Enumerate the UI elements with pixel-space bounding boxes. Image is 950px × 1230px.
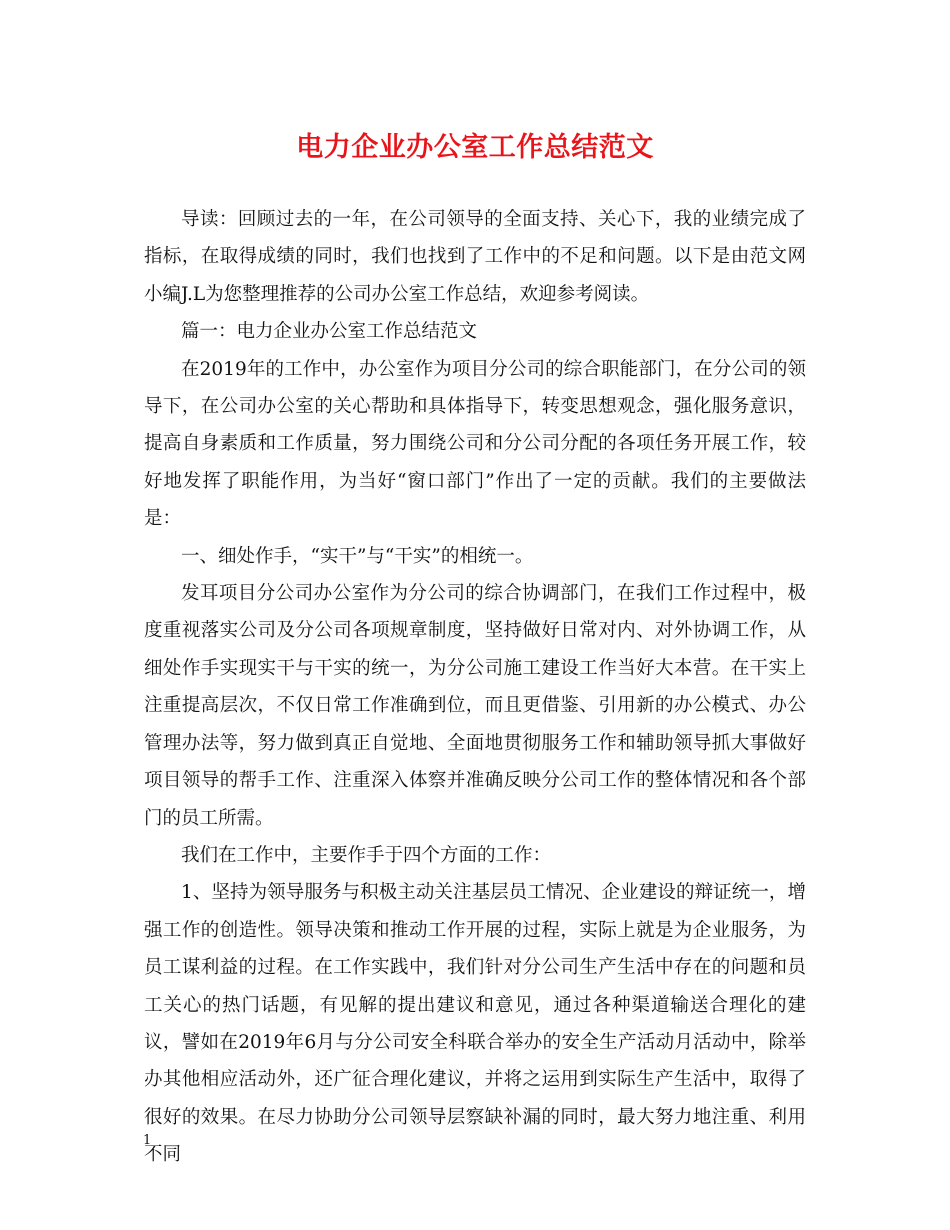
paragraph-four-aspects: 我们在工作中，主要作手于四个方面的工作： [181, 844, 552, 866]
document-body [144, 201, 806, 1174]
paragraph-overview: 在2019年的工作中，办公室作为项目分公司的综合职能部门，在分公司的领导下，在公司办公室的关心帮助和具体指导下，转变思想观念，强化服务意识，提高自身素质和工作质量，努力围绕公司和分公司分配的各项任务开展工作，较好地发挥了职能作用，为当好“窗口部门”作出了一定的贡献。我们的主要做法是： [144, 358, 806, 530]
paragraph-intro: 导读：回顾过去的一年，在公司领导的全面支持、关心下，我的业绩完成了指标，在取得成绩的同时，我们也找到了工作中的不足和问题。以下是由范文网小编J.L为您整理推荐的公司办公室工作总结，欢迎参考阅读。 [144, 209, 806, 305]
paragraph-point-one: 1、坚持为领导服务与积极主动关注基层员工情况、企业建设的辩证统一，增强工作的创造性。领导决策和推动工作开展的过程，实际上就是为企业服务，为员工谋利益的过程。在工作实践中，我们针对分公司生产生活中存在的问题和员工关心的热门话题，有见解的提出建议和意见，通过各种渠道输送合理化的建议，譬如在2019年6月与分公司安全科联合举办的安全生产活动月活动中，除举办其他相应活动外，还广征合理化建议，并将之运用到实际生产生活中，取得了很好的效果。在尽力协助分公司领导层察缺补漏的同时，最大努力地注重、利用不同 [144, 882, 806, 1166]
document-title: 电力企业办公室工作总结范文 [296, 132, 654, 163]
paragraph-section-heading: 篇一：电力企业办公室工作总结范文 [181, 321, 478, 343]
paragraph-heading-one: 一、细处作手，“实干”与“干实”的相统一。 [181, 545, 534, 567]
paragraph-office-role: 发耳项目分公司办公室作为分公司的综合协调部门，在我们工作过程中，极度重视落实公司及分公司各项规章制度，坚持做好日常对内、对外协调工作，从细处作手实现实干与干实的统一，为分公司施工建设工作当好大本营。在干实上注重提高层次，不仅日常工作准确到位，而且更借鉴、引用新的办公模式、办公管理办法等，努力做到真正自觉地、全面地贯彻服务工作和辅助领导抓大事做好项目领导的帮手工作、注重深入体察并准确反映分公司工作的整体情况和各个部门的员工所需。 [144, 583, 806, 829]
page-number: 1 [143, 1133, 152, 1148]
